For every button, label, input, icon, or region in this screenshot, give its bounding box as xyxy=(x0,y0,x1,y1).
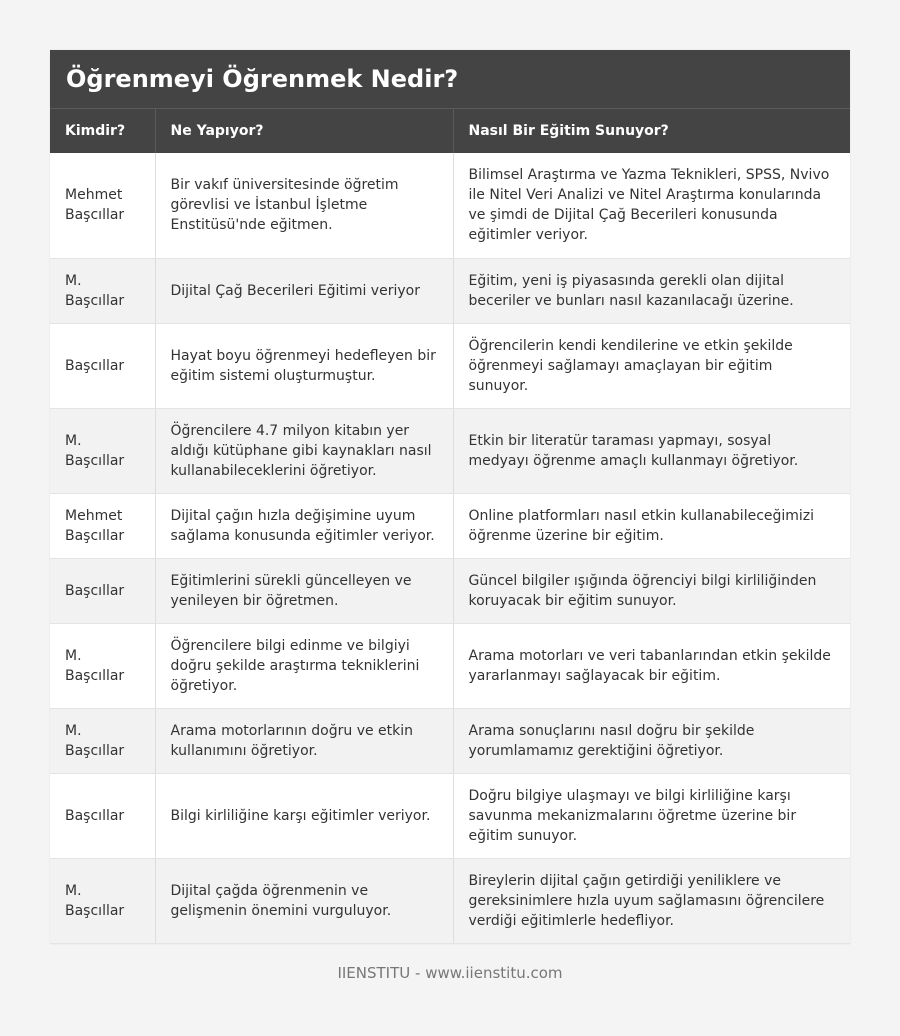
cell-training: Arama sonuçlarını nasıl doğru bir şekilde yorumlamamız gerektiğini öğretiyor. xyxy=(453,708,850,773)
table-row xyxy=(50,258,850,323)
cell-what: Arama motorlarının doğru ve etkin kullanımını öğretiyor. xyxy=(155,708,453,773)
table-title: Öğrenmeyi Öğrenmek Nedir? xyxy=(50,50,850,109)
cell-what: Bir vakıf üniversitesinde öğretim görevlisi ve İstanbul İşletme Enstitüsü'nde eğitmen. xyxy=(155,153,453,258)
cell-training: Bireylerin dijital çağın getirdiği yeniliklere ve gereksinimlere hızla uyum sağlamasını öğrencilere verdiği eğitimlerle hedefliyor. xyxy=(453,858,850,943)
cell-who: M. Başcıllar xyxy=(50,708,155,773)
cell-who: M. Başcıllar xyxy=(50,258,155,323)
cell-what: Bilgi kirliliğine karşı eğitimler veriyor. xyxy=(155,773,453,858)
cell-what: Öğrencilere 4.7 milyon kitabın yer aldığı kütüphane gibi kaynakları nasıl kullanabileceklerini öğretiyor. xyxy=(155,408,453,493)
table-row xyxy=(50,708,850,773)
cell-training: Etkin bir literatür taraması yapmayı, sosyal medyayı öğrenme amaçlı kullanmayı öğretiyor. xyxy=(453,408,850,493)
column-header-kimdir: Kimdir? xyxy=(50,109,155,153)
cell-what: Öğrencilere bilgi edinme ve bilgiyi doğru şekilde araştırma tekniklerini öğretiyor. xyxy=(155,623,453,708)
cell-who: Başcıllar xyxy=(50,773,155,858)
cell-what: Eğitimlerini sürekli güncelleyen ve yenileyen bir öğretmen. xyxy=(155,558,453,623)
cell-who: Mehmet Başcıllar xyxy=(50,153,155,258)
cell-training: Online platformları nasıl etkin kullanabileceğimizi öğrenme üzerine bir eğitim. xyxy=(453,493,850,558)
cell-what: Dijital çağda öğrenmenin ve gelişmenin önemini vurguluyor. xyxy=(155,858,453,943)
cell-training: Öğrencilerin kendi kendilerine ve etkin şekilde öğrenmeyi sağlamayı amaçlayan bir eğitim sunuyor. xyxy=(453,323,850,408)
cell-who: M. Başcıllar xyxy=(50,623,155,708)
table-row xyxy=(50,623,850,708)
table-row xyxy=(50,858,850,943)
column-header-egitim: Nasıl Bir Eğitim Sunuyor? xyxy=(453,109,850,153)
cell-who: Başcıllar xyxy=(50,558,155,623)
header-row xyxy=(50,109,850,153)
cell-what: Dijital çağın hızla değişimine uyum sağlama konusunda eğitimler veriyor. xyxy=(155,493,453,558)
cell-what: Dijital Çağ Becerileri Eğitimi veriyor xyxy=(155,258,453,323)
cell-training: Doğru bilgiye ulaşmayı ve bilgi kirliliğine karşı savunma mekanizmalarını öğretme üzerine bir eğitim sunuyor. xyxy=(453,773,850,858)
table-card xyxy=(50,50,850,944)
cell-training: Güncel bilgiler ışığında öğrenciyi bilgi kirliliğinden koruyacak bir eğitim sunuyor. xyxy=(453,558,850,623)
footer-credit: IIENSTITU - www.iienstitu.com xyxy=(337,964,563,982)
table-row xyxy=(50,493,850,558)
cell-training: Eğitim, yeni iş piyasasında gerekli olan dijital beceriler ve bunları nasıl kazanılacağı üzerine. xyxy=(453,258,850,323)
table-row xyxy=(50,558,850,623)
cell-who: M. Başcıllar xyxy=(50,858,155,943)
column-header-ne-yapiyor: Ne Yapıyor? xyxy=(155,109,453,153)
table-row xyxy=(50,153,850,258)
info-table xyxy=(50,109,850,944)
cell-training: Bilimsel Araştırma ve Yazma Teknikleri, SPSS, Nvivo ile Nitel Veri Analizi ve Nitel Araştırma konularında ve şimdi de Dijital Çağ Becerileri konusunda eğitimler veriyor. xyxy=(453,153,850,258)
cell-what: Hayat boyu öğrenmeyi hedefleyen bir eğitim sistemi oluşturmuştur. xyxy=(155,323,453,408)
table-row xyxy=(50,773,850,858)
cell-who: Başcıllar xyxy=(50,323,155,408)
table-row xyxy=(50,408,850,493)
table-row xyxy=(50,323,850,408)
cell-who: M. Başcıllar xyxy=(50,408,155,493)
cell-who: Mehmet Başcıllar xyxy=(50,493,155,558)
cell-training: Arama motorları ve veri tabanlarından etkin şekilde yararlanmayı sağlayacak bir eğitim. xyxy=(453,623,850,708)
